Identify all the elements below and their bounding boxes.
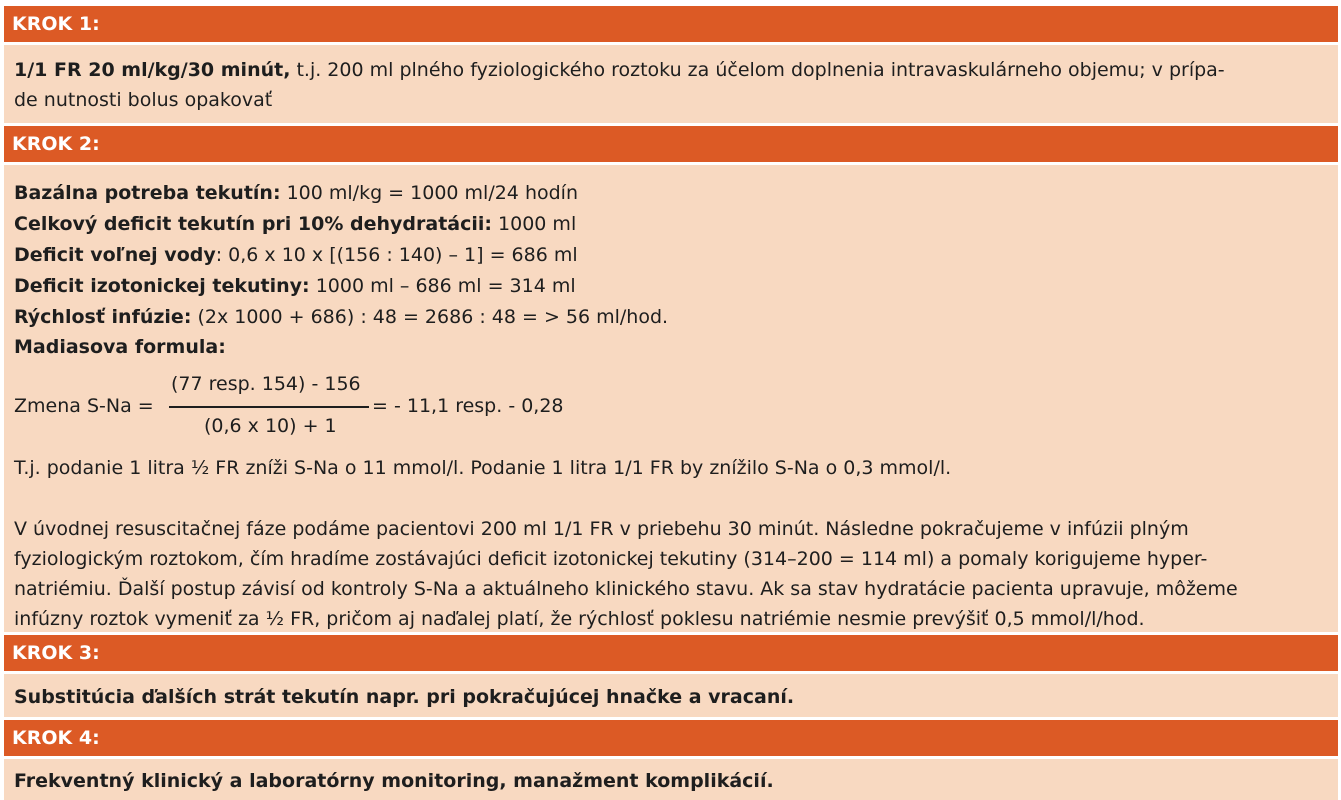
- formula-rhs: = - 11,1 resp. - 0,28: [372, 395, 564, 417]
- infusion-rate-line: [14, 305, 668, 329]
- step2-header: [4, 126, 1338, 162]
- paragraph-line: V úvodnej resuscitačnej fáze podáme pacientovi 200 ml 1/1 FR v priebehu 30 minút. Následne pokračujeme v infúzii plným: [14, 518, 1189, 540]
- total-deficit-line: [14, 212, 576, 236]
- free-water-line: [14, 243, 578, 267]
- step3-text: Substitúcia ďalších strát tekutín napr. pri pokračujúcej hnačke a vracaní.: [14, 686, 795, 708]
- step4-text: Frekventný klinický a laboratórny monitoring, manažment komplikácií.: [14, 770, 774, 792]
- basal-need-line: [14, 181, 578, 205]
- step3-body: [4, 674, 1338, 717]
- step1-header: [4, 6, 1338, 42]
- step1-text: t.j. 200 ml plného fyziologického roztoku za účelom doplnenia intravaskulárneho objemu; v prípa-: [290, 59, 1225, 81]
- infusion-rate-value: (2x 1000 + 686) : 48 = 2686 : 48 = > 56 ml/hod.: [191, 306, 669, 328]
- free-water-value: : 0,6 x 10 x [(156 : 140) – 1] = 686 ml: [215, 244, 578, 266]
- formula-numerator: (77 resp. 154) - 156: [171, 373, 361, 395]
- infusion-rate-label: Rýchlosť infúzie:: [14, 306, 192, 328]
- fraction-bar: [169, 406, 369, 408]
- paragraph-line: fyziologickým roztokom, čím hradíme zostávajúci deficit izotonickej tekutiny (314–200 = 114 ml) a pomaly korigujeme hyper-: [14, 548, 1208, 570]
- basal-need-label: Bazálna potreba tekutín:: [14, 182, 281, 204]
- step2-header-label: KROK 2:: [12, 133, 100, 155]
- free-water-label: Deficit voľnej vody: [14, 244, 216, 266]
- step2-paragraph: [14, 514, 1328, 634]
- isotonic-deficit-line: [14, 274, 576, 298]
- step1-header-label: KROK 1:: [12, 13, 100, 35]
- paragraph-line: infúzny roztok vymeniť za ½ FR, pričom aj naďalej platí, že rýchlosť poklesu natriémie nesmie prevýšiť 0,5 mmol/l/hod.: [14, 608, 1145, 630]
- madias-line: [14, 335, 226, 359]
- basal-need-value: 100 ml/kg = 1000 ml/24 hodín: [280, 182, 578, 204]
- formula-note: T.j. podanie 1 litra ½ FR zníži S-Na o 11 mmol/l. Podanie 1 litra 1/1 FR by znížilo S-Na o 0,3 mmol/l.: [14, 457, 952, 479]
- formula-denominator: (0,6 x 10) + 1: [204, 415, 337, 437]
- total-deficit-label: Celkový deficit tekutín pri 10% dehydratácii:: [14, 213, 492, 235]
- step1-line2: de nutnosti bolus opakovať: [14, 89, 273, 111]
- step2-body: [4, 165, 1338, 632]
- step4-header: [4, 720, 1338, 756]
- total-deficit-value: 1000 ml: [492, 213, 577, 235]
- paragraph-line: natriémiu. Ďalší postup závisí od kontroly S-Na a aktuálneho klinického stavu. Ak sa stav hydratácie pacienta upravuje, môžeme: [14, 578, 1238, 600]
- madias-label: Madiasova formula:: [14, 336, 226, 358]
- step3-header-label: KROK 3:: [12, 642, 100, 664]
- treatment-steps-table: [4, 6, 1338, 800]
- step1-bold-text: 1/1 FR 20 ml/kg/30 minút,: [14, 59, 291, 81]
- formula-lhs: Zmena S-Na =: [14, 395, 154, 417]
- step1-line1: [14, 58, 1225, 82]
- step1-body: [4, 45, 1338, 123]
- step4-body: [4, 759, 1338, 800]
- isotonic-deficit-label: Deficit izotonickej tekutiny:: [14, 275, 310, 297]
- step4-header-label: KROK 4:: [12, 727, 100, 749]
- isotonic-deficit-value: 1000 ml – 686 ml = 314 ml: [309, 275, 576, 297]
- step3-header: [4, 635, 1338, 671]
